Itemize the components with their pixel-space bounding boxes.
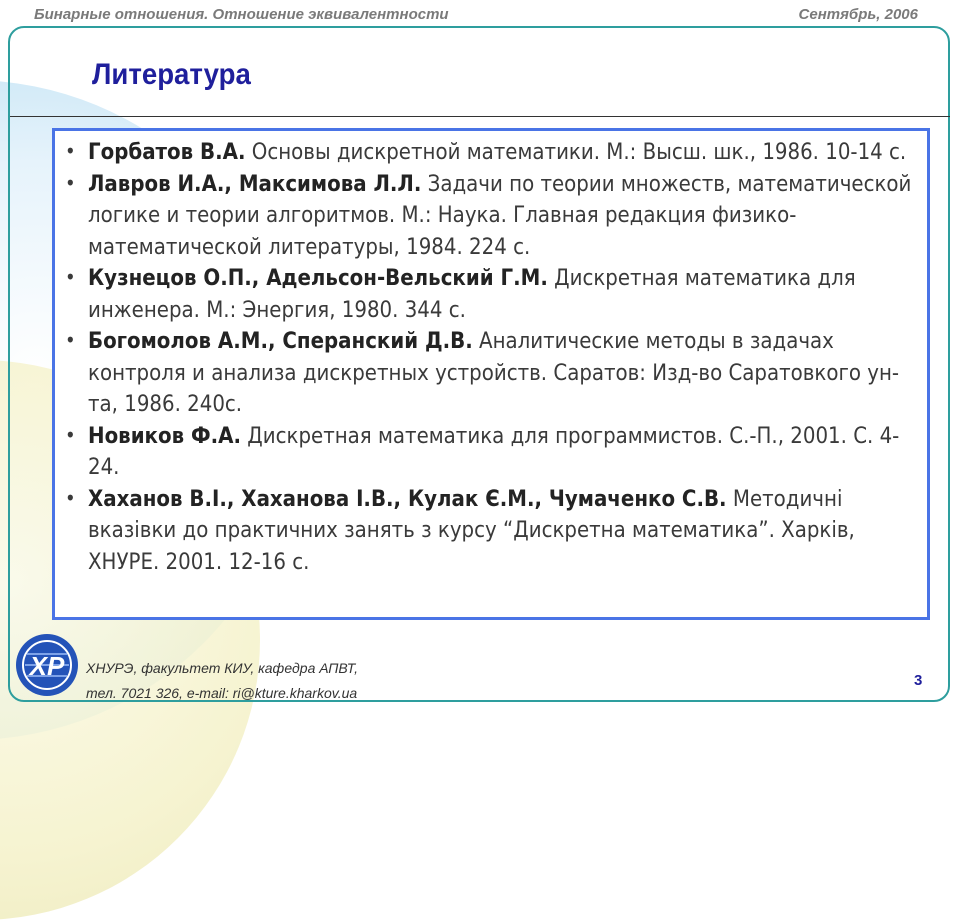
bullet-icon: • — [65, 485, 76, 510]
reference-text: Методичні вказівки до практичних занять з курсу “Дискретна математика”. Харків, ХНУРЕ. 2001. 12-16 с. — [88, 486, 855, 575]
reference-item — [65, 484, 917, 579]
reference-item — [65, 326, 917, 421]
references-box — [52, 128, 930, 620]
bullet-icon: • — [65, 170, 76, 195]
bullet-icon: • — [65, 139, 76, 163]
bullet-icon: • — [65, 328, 76, 352]
reference-author: Новиков Ф.А. — [88, 423, 241, 449]
reference-author: Богомолов А.М., Сперанский Д.В. — [88, 329, 473, 354]
bullet-icon: • — [65, 265, 76, 289]
reference-item — [65, 169, 917, 264]
reference-item — [65, 137, 917, 169]
reference-author: Кузнецов О.П., Адельсон-Вельский Г.М. — [88, 266, 548, 291]
bullet-icon: • — [65, 422, 76, 447]
references-list — [65, 137, 917, 578]
header-topic: Бинарные отношения. Отношение эквивалентности — [34, 6, 449, 23]
title-divider — [10, 116, 950, 117]
reference-text: Аналитические методы в задачах контроля и анализа дискретных устройств. Саратов: Изд-во Саратовкого ун-та, 1986. 240с. — [88, 329, 900, 417]
university-logo-icon — [14, 632, 80, 698]
reference-author: Горбатов В.А. — [88, 140, 246, 165]
footer-department: ХНУРЭ, факультет КИУ, кафедра АПВТ, — [86, 660, 359, 676]
svg-text:ХР: ХР — [29, 651, 65, 681]
header-date: Сентябрь, 2006 — [798, 6, 918, 23]
reference-text: Основы дискретной математики. М.: Высш. шк., 1986. 10-14 с. — [245, 140, 907, 165]
reference-item — [65, 263, 917, 326]
slide-title: Литература — [92, 58, 251, 91]
reference-author: Лавров И.А., Максимова Л.Л. — [88, 171, 422, 197]
footer-contacts: тел. 7021 326, e-mail: ri@kture.kharkov.ua — [86, 685, 358, 701]
page-number: 3 — [914, 672, 923, 689]
reference-text: Задачи по теории множеств, математической логике и теории алгоритмов. М.: Наука. Главная редакция физико-математической литературы, 1984. 224 с. — [88, 171, 912, 260]
reference-text: Дискретная математика для инженера. М.: Энергия, 1980. 344 с. — [88, 266, 856, 323]
reference-item — [65, 421, 917, 484]
reference-text: Дискретная математика для программистов. С.-П., 2001. С. 4-24. — [88, 423, 900, 480]
reference-author: Хаханов В.І., Хаханова І.В., Кулак Є.М., Чумаченко С.В. — [88, 486, 727, 512]
